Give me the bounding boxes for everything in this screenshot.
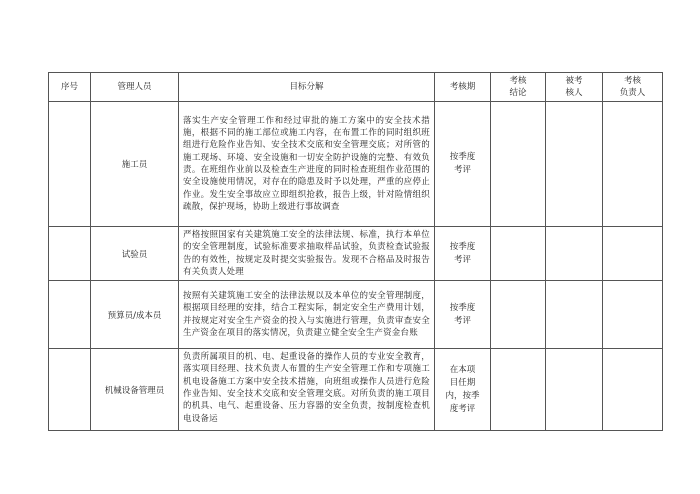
header-goal: 目标分解 <box>179 73 435 102</box>
row-manager: 试验员 <box>91 227 179 281</box>
row-goal: 落实生产安全管理工作和经过审批的施工方案中的安全技术措施，根据不同的施工部位或施工内容，在布置工作的同时组织班组进行危险作业告知、安全技术交底和安全管理交底；对所管的施工现场、环境、安全设施和一切安全防护设施的完整、有效负责。在班组作业前以及检查生产进度的同时检查班组作业范围的安全设施使用情况，对存在的隐患及时予以处理，严重的应停止作业。发生安全事故应立即组织抢救，报告上级，针对险情组织疏散，保护现场，协助上级进行事故调查 <box>179 102 435 227</box>
table-row <box>49 102 663 227</box>
row-goal: 严格按照国家有关建筑施工安全的法律法规、标准，执行本单位的安全管理制度，试验标准要求抽取样品试验，负责检查试验报告的有效性，按规定及时提交实验报告。发现不合格品及时报告有关负责人处理 <box>179 227 435 281</box>
row-responsible <box>603 281 663 349</box>
header-manager: 管理人员 <box>91 73 179 102</box>
table-row <box>49 281 663 349</box>
row-manager: 施工员 <box>91 102 179 227</box>
row-period: 按季度 考评 <box>435 102 491 227</box>
row-seq <box>49 281 91 349</box>
row-assessed <box>546 227 603 281</box>
row-responsible <box>603 227 663 281</box>
row-assessed <box>546 349 603 431</box>
header-period: 考核期 <box>435 73 491 102</box>
row-responsible <box>603 349 663 431</box>
row-period: 按季度 考评 <box>435 281 491 349</box>
table-row <box>49 349 663 431</box>
row-result <box>491 102 546 227</box>
row-responsible <box>603 102 663 227</box>
row-result <box>491 349 546 431</box>
row-manager: 机械设备管理员 <box>91 349 179 431</box>
row-assessed <box>546 102 603 227</box>
header-row <box>49 73 663 102</box>
row-period: 在本项 目任期 内，按季 度考评 <box>435 349 491 431</box>
header-responsible: 考核 负责人 <box>603 73 663 102</box>
row-period: 按季度 考评 <box>435 227 491 281</box>
row-manager: 预算员/成本员 <box>91 281 179 349</box>
header-assessed: 被考 核人 <box>546 73 603 102</box>
row-result <box>491 227 546 281</box>
row-goal: 按照有关建筑施工安全的法律法规以及本单位的安全管理制度，根据项目经理的安排，结合工程实际，制定安全生产费用计划，并按规定对安全生产资金的投入与实施进行管理，负责审查安全生产资金在项目的落实情况，负责建立健全安全生产资金台账 <box>179 281 435 349</box>
assessment-table <box>48 72 663 431</box>
header-result: 考核 结论 <box>491 73 546 102</box>
header-seq: 序号 <box>49 73 91 102</box>
row-goal: 负责所属项目的机、电、起重设备的操作人员的专业安全教育，落实项目经理、技术负责人布置的生产安全管理工作和专项施工机电设备施工方案中安全技术措施，向班组或操作人员进行危险作业告知、安全技术交底和安全管理交底。对所负责的施工项目的机具、电气、起重设备、压力容器的安全负责，按制度检查机电设备运 <box>183 352 430 424</box>
row-seq <box>49 227 91 281</box>
row-seq <box>49 349 91 431</box>
table-row <box>49 227 663 281</box>
row-seq <box>49 102 91 227</box>
row-result <box>491 281 546 349</box>
row-assessed <box>546 281 603 349</box>
